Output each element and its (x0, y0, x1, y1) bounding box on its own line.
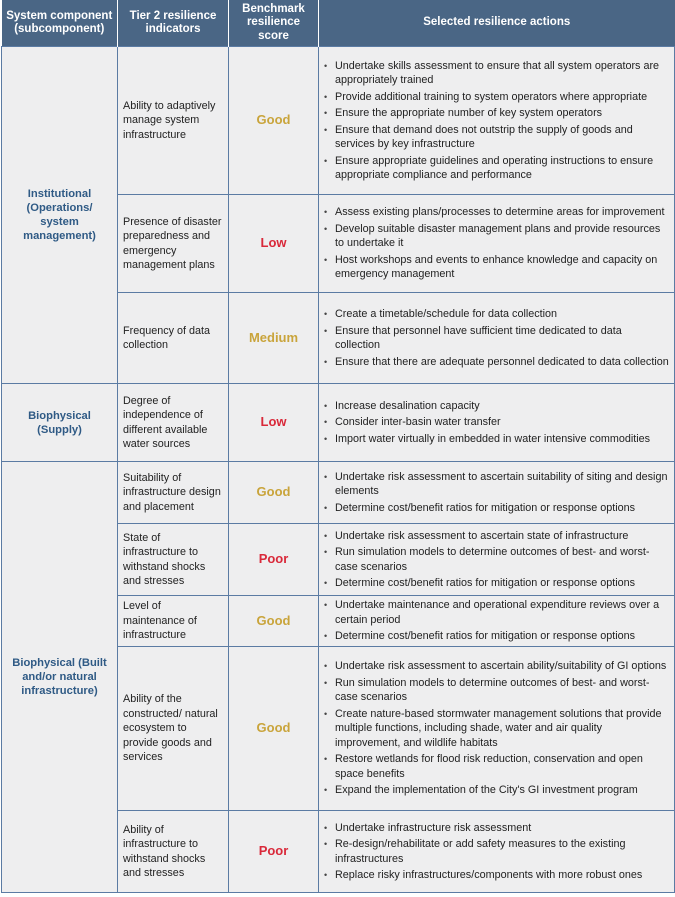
action-item: • Create nature-based stormwater management solutions that provide multiple functions, including shade, water and air quality improvement, and wildlife habitats (324, 707, 669, 751)
system-component-cell: Biophysical (Built and/or natural infrastructure) (2, 462, 118, 893)
action-item: • Host workshops and events to enhance knowledge and capacity on emergency management (324, 253, 669, 282)
system-component-cell: Biophysical (Supply) (2, 384, 118, 462)
indicator-cell: Level of maintenance of infrastructure (118, 596, 229, 647)
action-item: • Expand the implementation of the City's GI investment program (324, 783, 669, 798)
action-item: • Consider inter-basin water transfer (324, 415, 669, 430)
actions-list (324, 205, 669, 282)
actions-cell (319, 47, 675, 195)
actions-cell (319, 293, 675, 384)
actions-list (324, 529, 669, 591)
header-benchmark-score: Benchmark resilience score (229, 0, 319, 47)
score-cell: Good (229, 596, 319, 647)
action-item: • Ensure that demand does not outstrip the supply of goods and services by key infrastructure (324, 123, 669, 152)
header-row (2, 0, 675, 47)
action-item: • Undertake skills assessment to ensure that all system operators are appropriately trained (324, 59, 669, 88)
table-row (2, 462, 675, 524)
action-item: • Assess existing plans/processes to determine areas for improvement (324, 205, 669, 220)
score-cell: Poor (229, 811, 319, 893)
actions-list (324, 470, 669, 516)
actions-cell (319, 462, 675, 524)
indicator-cell: Presence of disaster preparedness and emergency management plans (118, 195, 229, 293)
actions-list (324, 659, 669, 798)
action-item: • Run simulation models to determine outcomes of best- and worst-case scenarios (324, 545, 669, 574)
score-cell: Good (229, 462, 319, 524)
action-item: • Undertake maintenance and operational expenditure reviews over a certain period (324, 598, 669, 627)
action-item: • Undertake risk assessment to ascertain ability/suitability of GI options (324, 659, 669, 674)
action-item: • Determine cost/benefit ratios for mitigation or response options (324, 501, 669, 516)
actions-list (324, 399, 669, 447)
table-body (2, 47, 675, 893)
actions-list (324, 307, 669, 369)
action-item: • Create a timetable/schedule for data collection (324, 307, 669, 322)
score-cell: Good (229, 47, 319, 195)
table-row (2, 384, 675, 462)
header-system-component: System component (subcomponent) (2, 0, 118, 47)
actions-list (324, 598, 669, 644)
action-item: • Determine cost/benefit ratios for mitigation or response options (324, 629, 669, 644)
action-item: • Develop suitable disaster management plans and provide resources to undertake it (324, 222, 669, 251)
actions-list (324, 59, 669, 183)
header-resilience-actions: Selected resilience actions (319, 0, 675, 47)
header-tier2-indicators: Tier 2 resilience indicators (118, 0, 229, 47)
indicator-cell: Ability of infrastructure to withstand shocks and stresses (118, 811, 229, 893)
actions-cell (319, 647, 675, 811)
indicator-cell: Ability to adaptively manage system infrastructure (118, 47, 229, 195)
resilience-table (1, 0, 675, 893)
actions-list (324, 821, 669, 883)
indicator-cell: Suitability of infrastructure design and placement (118, 462, 229, 524)
score-cell: Poor (229, 524, 319, 596)
score-cell: Good (229, 647, 319, 811)
action-item: • Undertake risk assessment to ascertain suitability of siting and design elements (324, 470, 669, 499)
action-item: • Run simulation models to determine outcomes of best- and worst-case scenarios (324, 676, 669, 705)
actions-cell (319, 524, 675, 596)
action-item: • Import water virtually in embedded in water intensive commodities (324, 432, 669, 447)
actions-cell (319, 596, 675, 647)
score-cell: Medium (229, 293, 319, 384)
indicator-cell: Ability of the constructed/ natural ecosystem to provide goods and services (118, 647, 229, 811)
indicator-cell: State of infrastructure to withstand shocks and stresses (118, 524, 229, 596)
action-item: • Undertake infrastructure risk assessment (324, 821, 669, 836)
action-item: • Ensure that personnel have sufficient time dedicated to data collection (324, 324, 669, 353)
action-item: • Ensure appropriate guidelines and operating instructions to ensure appropriate compliance and performance (324, 154, 669, 183)
table-row (2, 47, 675, 195)
action-item: • Re-design/rehabilitate or add safety measures to the existing infrastructures (324, 837, 669, 866)
action-item: • Ensure the appropriate number of key system operators (324, 106, 669, 121)
indicator-cell: Degree of independence of different available water sources (118, 384, 229, 462)
action-item: • Determine cost/benefit ratios for mitigation or response options (324, 576, 669, 591)
action-item: • Ensure that there are adequate personnel dedicated to data collection (324, 355, 669, 370)
actions-cell (319, 811, 675, 893)
system-component-cell: Institutional (Operations/ system management) (2, 47, 118, 384)
actions-cell (319, 384, 675, 462)
score-cell: Low (229, 384, 319, 462)
action-item: • Increase desalination capacity (324, 399, 669, 414)
score-cell: Low (229, 195, 319, 293)
action-item: • Restore wetlands for flood risk reduction, conservation and open space benefits (324, 752, 669, 781)
action-item: • Replace risky infrastructures/components with more robust ones (324, 868, 669, 883)
indicator-cell: Frequency of data collection (118, 293, 229, 384)
actions-cell (319, 195, 675, 293)
action-item: • Undertake risk assessment to ascertain state of infrastructure (324, 529, 669, 544)
action-item: • Provide additional training to system operators where appropriate (324, 90, 669, 105)
